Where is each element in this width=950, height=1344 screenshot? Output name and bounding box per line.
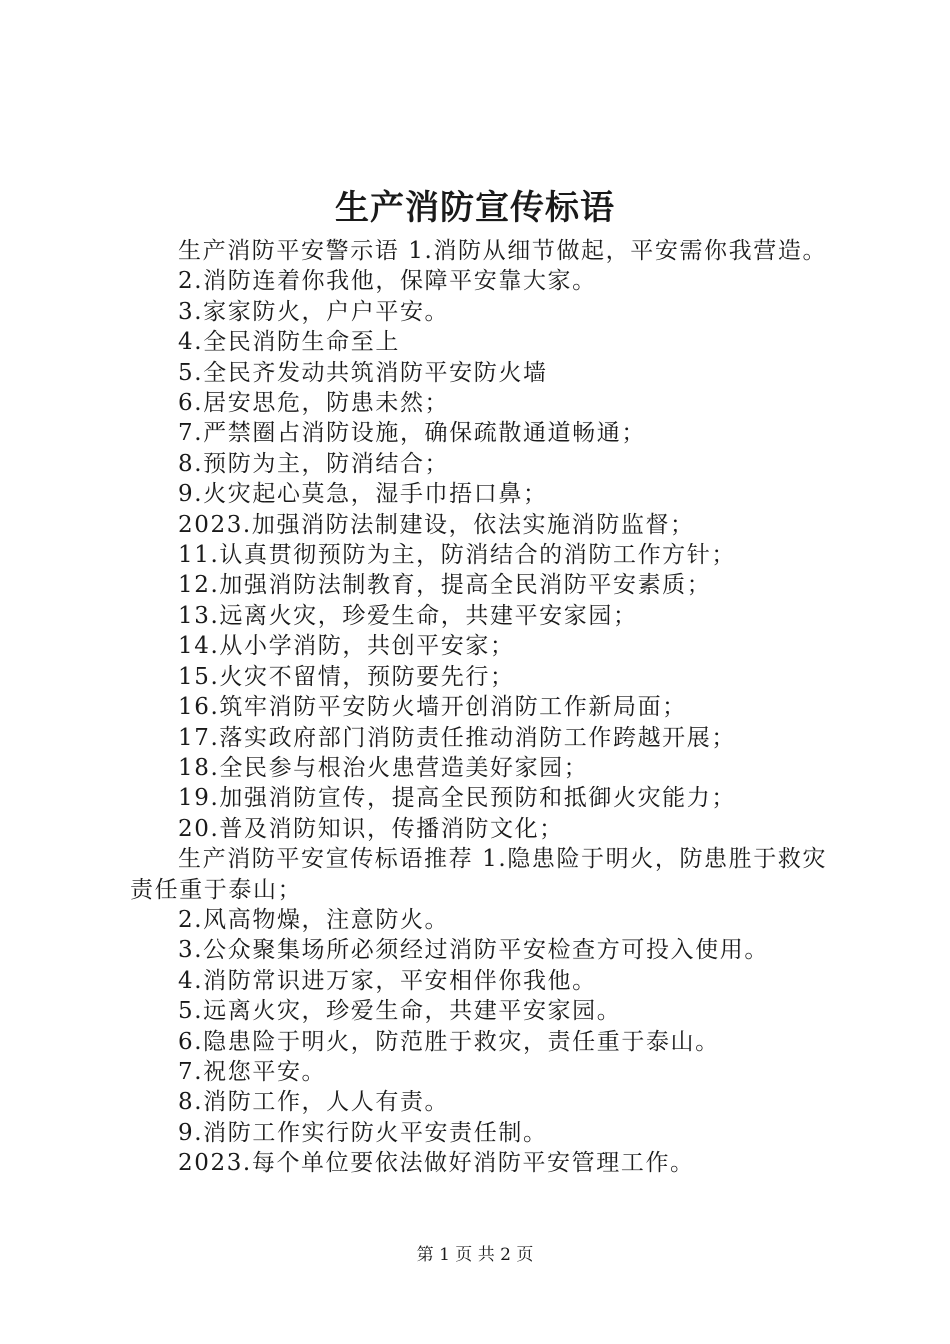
paragraph: 20.普及消防知识，传播消防文化； <box>178 815 564 842</box>
paragraph: 6.居安思危，防患未然； <box>178 390 450 417</box>
paragraph: 17.落实政府部门消防责任推动消防工作跨越开展； <box>178 724 736 751</box>
paragraph: 4.消防常识进万家，平安相伴你我他。 <box>178 967 597 994</box>
paragraph: 9.消防工作实行防火平安责任制。 <box>178 1119 548 1146</box>
paragraph: 2023.加强消防法制建设，依法实施消防监督； <box>178 511 695 538</box>
paragraph: 14.从小学消防，共创平安家； <box>178 633 515 660</box>
paragraph: 16.筑牢消防平安防火墙开创消防工作新局面； <box>178 694 687 721</box>
paragraph: 8.消防工作，人人有责。 <box>178 1089 450 1116</box>
paragraph: 15.火灾不留情，预防要先行； <box>178 663 515 690</box>
paragraph: 12.加强消防法制教育，提高全民消防平安素质； <box>178 572 712 599</box>
paragraph: 11.认真贯彻预防为主，防消结合的消防工作方针； <box>178 542 736 569</box>
paragraph: 生产消防平安宣传标语推荐 1.隐患险于明火，防患胜于救灾责任重于泰山； <box>130 846 828 903</box>
paragraph: 5.全民齐发动共筑消防平安防火墙 <box>178 359 548 386</box>
paragraph: 生产消防平安警示语 1.消防从细节做起，平安需你我营造。 <box>178 238 828 264</box>
paragraph: 3.公众聚集场所必须经过消防平安检查方可投入使用。 <box>178 937 769 964</box>
paragraph: 4.全民消防生命至上 <box>178 329 400 356</box>
paragraph: 6.隐患险于明火，防范胜于救灾，责任重于泰山。 <box>178 1028 720 1055</box>
paragraph: 5.远离火灾，珍爱生命，共建平安家园。 <box>178 998 622 1025</box>
paragraph: 7.严禁圈占消防设施，确保疏散通道畅通； <box>178 420 646 447</box>
paragraph: 2023.每个单位要依法做好消防平安管理工作。 <box>178 1150 695 1177</box>
paragraph: 8.预防为主，防消结合； <box>178 450 450 477</box>
paragraph: 9.火灾起心莫急，湿手巾捂口鼻； <box>178 481 548 508</box>
document-title: 生产消防宣传标语 <box>335 188 615 228</box>
paragraph: 19.加强消防宣传，提高全民预防和抵御火灾能力； <box>178 785 736 812</box>
paragraph: 13.远离火灾，珍爱生命，共建平安家园； <box>178 602 638 629</box>
document-body <box>130 236 840 1179</box>
page-number-footer: 第 1 页 共 2 页 <box>416 1245 534 1265</box>
paragraph: 7.祝您平安。 <box>178 1058 327 1085</box>
paragraph: 18.全民参与根治火患营造美好家园； <box>178 754 589 781</box>
paragraph: 2.风高物燥，注意防火。 <box>178 906 450 933</box>
paragraph: 2.消防连着你我他，保障平安靠大家。 <box>178 268 597 295</box>
paragraph: 3.家家防火，户户平安。 <box>178 298 450 325</box>
